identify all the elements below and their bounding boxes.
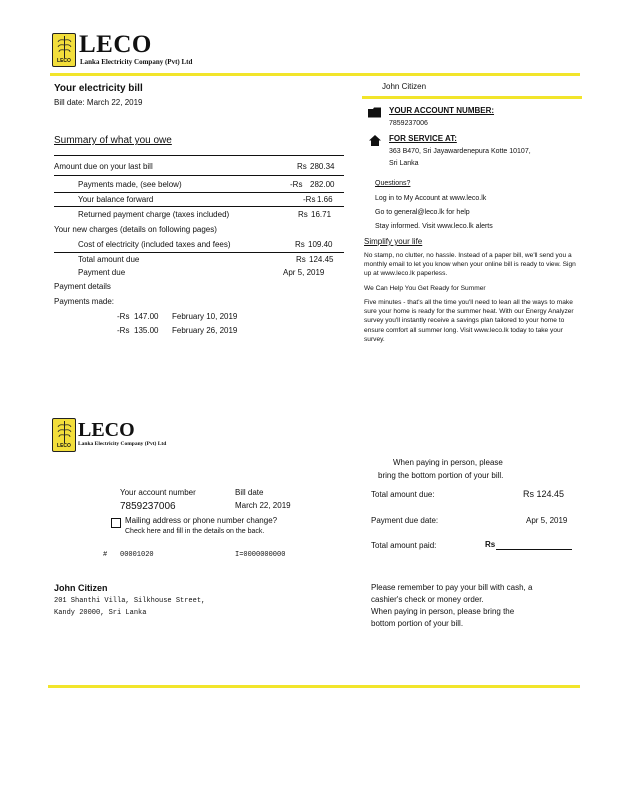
stub-account-number-label: Your account number [120, 488, 196, 497]
summary-row-label: Amount due on your last bill [54, 162, 153, 171]
stub-instruction-line-1: When paying in person, please [393, 458, 503, 467]
summary-row-amount: 280.34 [310, 162, 335, 171]
summary-row-divider [54, 206, 344, 207]
service-address-line-1: 363 B470, Sri Jayawardenepura Kotte 10107, [389, 148, 531, 155]
payment-currency: -Rs [117, 326, 130, 335]
stub-code-2: I=0000000000 [235, 551, 286, 559]
leaf-icon [56, 420, 73, 444]
summary-row-currency: Rs [295, 240, 305, 249]
customer-name: John Citizen [382, 82, 427, 91]
bill-date: Bill date: March 22, 2019 [54, 98, 143, 107]
stub-instruction-line-2: bring the bottom portion of your bill. [378, 471, 504, 480]
logo-tag: LECO [57, 58, 71, 64]
service-label: FOR SERVICE AT: [389, 134, 457, 143]
account-number-label: YOUR ACCOUNT NUMBER: [389, 106, 495, 115]
summary-row-amount: 1.66 [317, 195, 333, 204]
summer-text: Five minutes - that's all the time you'll need to lean all the ways to make sure your home is ready for the summer heat. With our Energy Analyzer survey you'll instantly receive a savings plan tailored to your home to ensure comfort all summer long. Visit www.leco.lk today to take your survey. [364, 299, 574, 343]
folder-icon [368, 105, 382, 123]
summary-row-label: Payment due [78, 268, 126, 277]
summary-row-label: Payments made: [54, 297, 115, 306]
payment-amount: 147.00 [134, 312, 159, 321]
stub-paid-label: Total amount paid: [371, 541, 437, 550]
stub-bill-date-label: Bill date [235, 488, 264, 497]
leco-logo-mark [52, 33, 76, 67]
leaf-icon [56, 35, 73, 59]
simplify-text: No stamp, no clutter, no hassle. Instead of a paper bill, we'll send you a monthly email to let you know when your online bill is ready to view. Sign up at www.leco.lk paperless. [364, 252, 576, 278]
payment-due-date: Apr 5, 2019 [283, 268, 325, 277]
address-change-subtext: Check here and fill in the details on the back. [125, 528, 265, 535]
summary-row-label: Your balance forward [78, 195, 154, 204]
summary-row-currency: -Rs [303, 195, 316, 204]
summer-heading: We Can Help You Get Ready for Summer [364, 285, 486, 292]
right-yellow-rule [362, 96, 582, 99]
summary-row-currency: -Rs [290, 180, 303, 189]
summary-row-label: Payments made, (see below) [78, 180, 182, 189]
stub-reminder-line-4: bottom portion of your bill. [371, 619, 464, 628]
amount-paid-field[interactable] [496, 549, 572, 550]
payment-date: February 26, 2019 [172, 326, 238, 335]
summary-row-divider [54, 252, 344, 253]
stub-address-line-1: 201 Shanthi Villa, Silkhouse Street, [54, 597, 206, 605]
help-line-alerts: Stay informed. Visit www.leco.lk alerts [375, 223, 493, 230]
stub-reminder-line-2: cashier's check or money order. [371, 595, 484, 604]
summary-row-label: Cost of electricity (included taxes and fees) [78, 240, 231, 249]
summary-heading: Summary of what you owe [54, 135, 172, 146]
summary-divider [54, 155, 344, 156]
summary-row-currency: Rs [296, 255, 306, 264]
summary-row-label: Your new charges (details on following pages) [54, 225, 217, 234]
bottom-yellow-rule [48, 685, 580, 688]
logo-tag: LECO [57, 443, 71, 449]
summary-row-currency: Rs [297, 162, 307, 171]
help-line-login: Log in to My Account at www.leco.lk [375, 195, 487, 202]
stub-total-due: Rs 124.45 [523, 489, 565, 499]
payment-currency: -Rs [117, 312, 130, 321]
stub-reminder-line-1: Please remember to pay your bill with cash, a [371, 583, 533, 592]
bill-title: Your electricity bill [54, 83, 143, 94]
summary-row-divider [54, 175, 344, 176]
summary-row-label: Total amount due [78, 255, 140, 264]
top-yellow-rule [50, 73, 580, 76]
payment-date: February 10, 2019 [172, 312, 238, 321]
stub-code-1: 00001020 [120, 551, 154, 559]
summary-row-label: Payment details [54, 282, 111, 291]
address-change-label: Mailing address or phone number change? [125, 516, 278, 525]
account-number: 7859237006 [389, 120, 428, 127]
simplify-heading: Simplify your life [364, 237, 423, 246]
leco-logo-mark [52, 418, 76, 452]
company-name: LECO [78, 419, 135, 441]
summary-row-amount: 282.00 [310, 180, 335, 189]
stub-account-number: 7859237006 [120, 501, 176, 512]
stub-due-date: Apr 5, 2019 [526, 516, 568, 525]
summary-row-amount: 16.71 [311, 210, 332, 219]
summary-row-currency: Rs [298, 210, 308, 219]
summary-row-amount: 124.45 [309, 255, 334, 264]
help-line-email: Go to general@leco.lk for help [375, 209, 470, 216]
stub-customer-name: John Citizen [54, 583, 108, 593]
home-icon [369, 133, 381, 151]
stub-bill-date: March 22, 2019 [235, 501, 291, 510]
company-full-name: Lanka Electricity Company (Pvt) Ltd [78, 441, 167, 447]
address-change-checkbox[interactable] [111, 518, 121, 528]
service-address-line-2: Sri Lanka [389, 160, 419, 167]
company-name: LECO [79, 31, 152, 58]
stub-paid-prefix: Rs [485, 540, 496, 549]
stub-due-date-label: Payment due date: [371, 516, 439, 525]
summary-row-divider [54, 192, 344, 193]
summary-row-label: Returned payment charge (taxes included) [78, 210, 230, 219]
questions-heading: Questions? [375, 180, 411, 187]
summary-row-amount: 109.40 [308, 240, 333, 249]
stub-total-due-label: Total amount due: [371, 490, 435, 499]
company-full-name: Lanka Electricity Company (Pvt) Ltd [80, 58, 193, 66]
stub-hash: # [103, 551, 108, 559]
payment-amount: 135.00 [134, 326, 159, 335]
stub-address-line-2: Kandy 20000, Sri Lanka [54, 609, 147, 617]
stub-reminder-line-3: When paying in person, please bring the [371, 607, 515, 616]
